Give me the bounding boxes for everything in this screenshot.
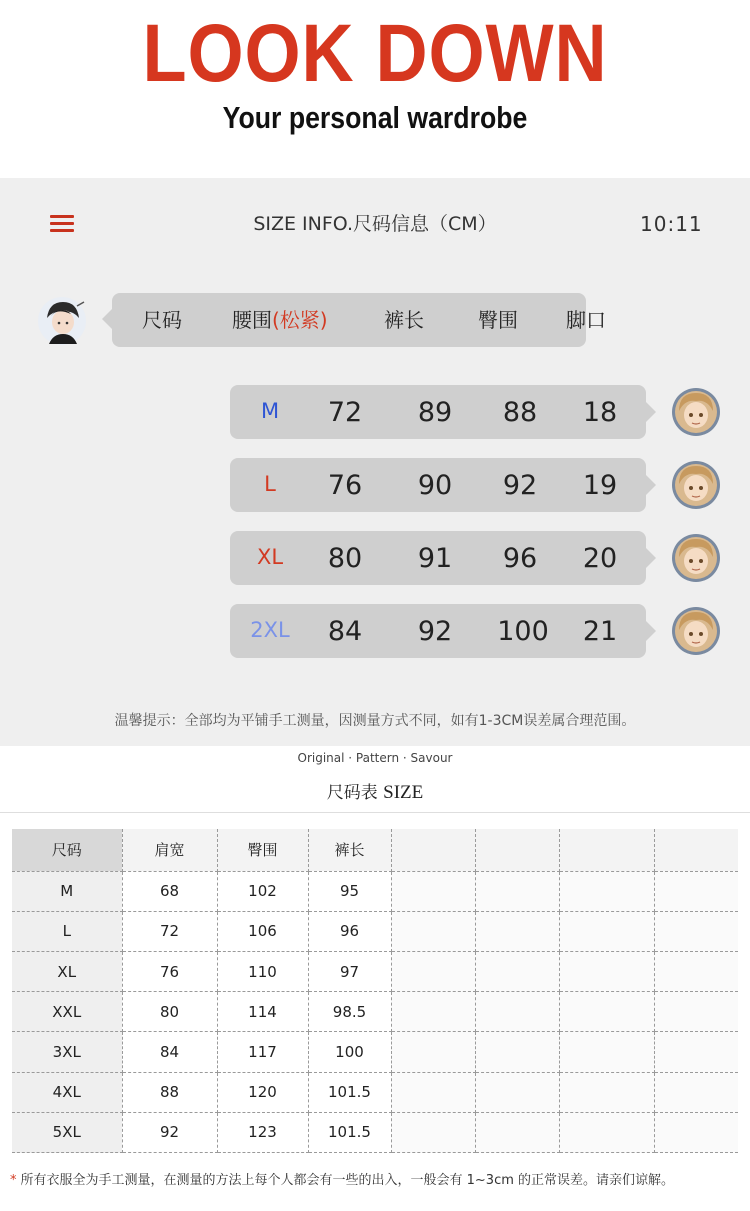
col-header-waist: 腰围(松紧) — [232, 308, 328, 332]
size-bubble-l — [230, 458, 646, 512]
table-cell: 117 — [217, 1032, 308, 1072]
value-length: 90 — [417, 470, 453, 501]
table-cell-empty — [559, 911, 654, 951]
footnote-text: 所有衣服全为手工测量，在测量的方法上每个人都会有一些的出入，一般会有 1~3cm 的正常误差。请亲们谅解。 — [20, 1173, 675, 1188]
table-cell-empty — [391, 911, 475, 951]
table-cell: 101.5 — [308, 1112, 391, 1152]
table-header-row — [12, 829, 738, 871]
col-header-hem: 脚口 — [566, 308, 606, 332]
table-cell-empty — [559, 992, 654, 1032]
table-header-cell: 裤长 — [308, 829, 391, 871]
table-cell-empty — [654, 1072, 738, 1112]
col-header-hip: 臀围 — [478, 308, 518, 332]
table-cell: 4XL — [12, 1072, 122, 1112]
table-row — [12, 1112, 738, 1152]
table-cell-empty — [559, 1032, 654, 1072]
table-cell-empty — [654, 1112, 738, 1152]
table-cell: 88 — [122, 1072, 217, 1112]
table-cell: 114 — [217, 992, 308, 1032]
table-row — [12, 1032, 738, 1072]
table-cell-empty — [391, 1112, 475, 1152]
table-cell-empty — [654, 1032, 738, 1072]
table-cell: 100 — [308, 1032, 391, 1072]
table-cell-empty — [654, 992, 738, 1032]
value-hem: 19 — [582, 470, 618, 501]
measurement-tip: 温馨提示：全部均为平铺手工测量，因测量方式不同，如有1-3CM误差属合理范围。 — [114, 713, 636, 729]
value-waist: 76 — [327, 470, 363, 501]
value-hip: 96 — [502, 543, 538, 574]
size-label: XL — [256, 545, 284, 569]
table-cell: 80 — [122, 992, 217, 1032]
avatar-icon — [671, 460, 721, 510]
table-heading-en: SIZE — [383, 782, 424, 803]
table-cell: 5XL — [12, 1112, 122, 1152]
clock-time: 10:11 — [640, 212, 703, 236]
tagline: Original · Pattern · Savour — [297, 751, 453, 765]
table-header-cell: 肩宽 — [122, 829, 217, 871]
table-cell-empty — [654, 911, 738, 951]
table-row — [12, 992, 738, 1032]
table-cell-empty — [654, 871, 738, 911]
table-heading-cn: 尺码表 — [326, 783, 378, 803]
table-cell-empty — [475, 1072, 559, 1112]
table-cell-empty — [559, 951, 654, 991]
size-table — [12, 829, 738, 1153]
table-cell-empty — [391, 871, 475, 911]
table-cell-empty — [391, 992, 475, 1032]
value-hem: 21 — [582, 616, 618, 647]
size-label: M — [260, 399, 280, 423]
footnote-star: * — [10, 1173, 17, 1188]
size-bubble-m — [230, 385, 646, 439]
table-cell: M — [12, 871, 122, 911]
table-cell-empty — [475, 992, 559, 1032]
table-cell: 68 — [122, 871, 217, 911]
table-cell: L — [12, 911, 122, 951]
brand-subtitle: Your personal wardrobe — [222, 100, 528, 135]
table-cell: 110 — [217, 951, 308, 991]
table-header-empty — [559, 829, 654, 871]
col-header-length: 裤长 — [384, 308, 424, 332]
table-cell: 101.5 — [308, 1072, 391, 1112]
table-cell: 76 — [122, 951, 217, 991]
value-length: 92 — [417, 616, 453, 647]
table-cell-empty — [475, 1032, 559, 1072]
value-waist: 84 — [327, 616, 363, 647]
value-waist: 72 — [327, 397, 363, 428]
value-length: 89 — [417, 397, 453, 428]
table-row — [12, 871, 738, 911]
table-cell: 3XL — [12, 1032, 122, 1072]
table-header-empty — [475, 829, 559, 871]
brand-title: LOOK DOWN — [142, 8, 608, 99]
hamburger-menu-icon[interactable] — [50, 213, 76, 235]
section-divider — [0, 812, 750, 813]
table-cell: 96 — [308, 911, 391, 951]
size-label: 2XL — [250, 618, 290, 642]
table-cell-empty — [559, 1072, 654, 1112]
value-hip: 92 — [502, 470, 538, 501]
table-cell: 102 — [217, 871, 308, 911]
avatar-icon — [671, 533, 721, 583]
table-row — [12, 1072, 738, 1112]
size-label: L — [264, 472, 276, 496]
value-hem: 20 — [582, 543, 618, 574]
table-cell-empty — [559, 871, 654, 911]
table-cell: 84 — [122, 1032, 217, 1072]
waist-elastic-note: (松紧) — [272, 308, 328, 332]
chat-title: SIZE INFO.尺码信息（CM） — [253, 213, 497, 235]
table-cell: 97 — [308, 951, 391, 991]
table-header-empty — [391, 829, 475, 871]
table-row — [12, 911, 738, 951]
table-row — [12, 951, 738, 991]
table-cell: XXL — [12, 992, 122, 1032]
table-header-cell: 尺码 — [12, 829, 122, 871]
table-cell-empty — [475, 871, 559, 911]
footnote — [10, 1171, 745, 1191]
col-header-size: 尺码 — [142, 308, 182, 332]
table-cell: 106 — [217, 911, 308, 951]
table-cell-empty — [559, 1112, 654, 1152]
value-length: 91 — [417, 543, 453, 574]
header-bubble — [112, 293, 606, 347]
table-cell: 98.5 — [308, 992, 391, 1032]
table-heading — [0, 781, 750, 805]
table-header-cell: 臀围 — [217, 829, 308, 871]
table-cell-empty — [391, 1032, 475, 1072]
avatar-icon — [37, 296, 87, 346]
table-cell-empty — [475, 911, 559, 951]
avatar-icon — [671, 387, 721, 437]
size-bubble-2xl — [230, 604, 646, 658]
table-cell: 120 — [217, 1072, 308, 1112]
value-hip: 100 — [497, 616, 549, 647]
chat-size-panel — [0, 178, 750, 746]
value-hem: 18 — [582, 397, 618, 428]
avatar-icon — [671, 606, 721, 656]
table-cell: XL — [12, 951, 122, 991]
table-cell-empty — [475, 951, 559, 991]
value-waist: 80 — [327, 543, 363, 574]
table-cell: 72 — [122, 911, 217, 951]
value-hip: 88 — [502, 397, 538, 428]
size-bubble-xl — [230, 531, 646, 585]
table-cell-empty — [475, 1112, 559, 1152]
table-cell: 95 — [308, 871, 391, 911]
table-cell: 92 — [122, 1112, 217, 1152]
table-cell-empty — [654, 951, 738, 991]
table-cell-empty — [391, 951, 475, 991]
table-header-empty — [654, 829, 738, 871]
table-cell: 123 — [217, 1112, 308, 1152]
table-cell-empty — [391, 1072, 475, 1112]
